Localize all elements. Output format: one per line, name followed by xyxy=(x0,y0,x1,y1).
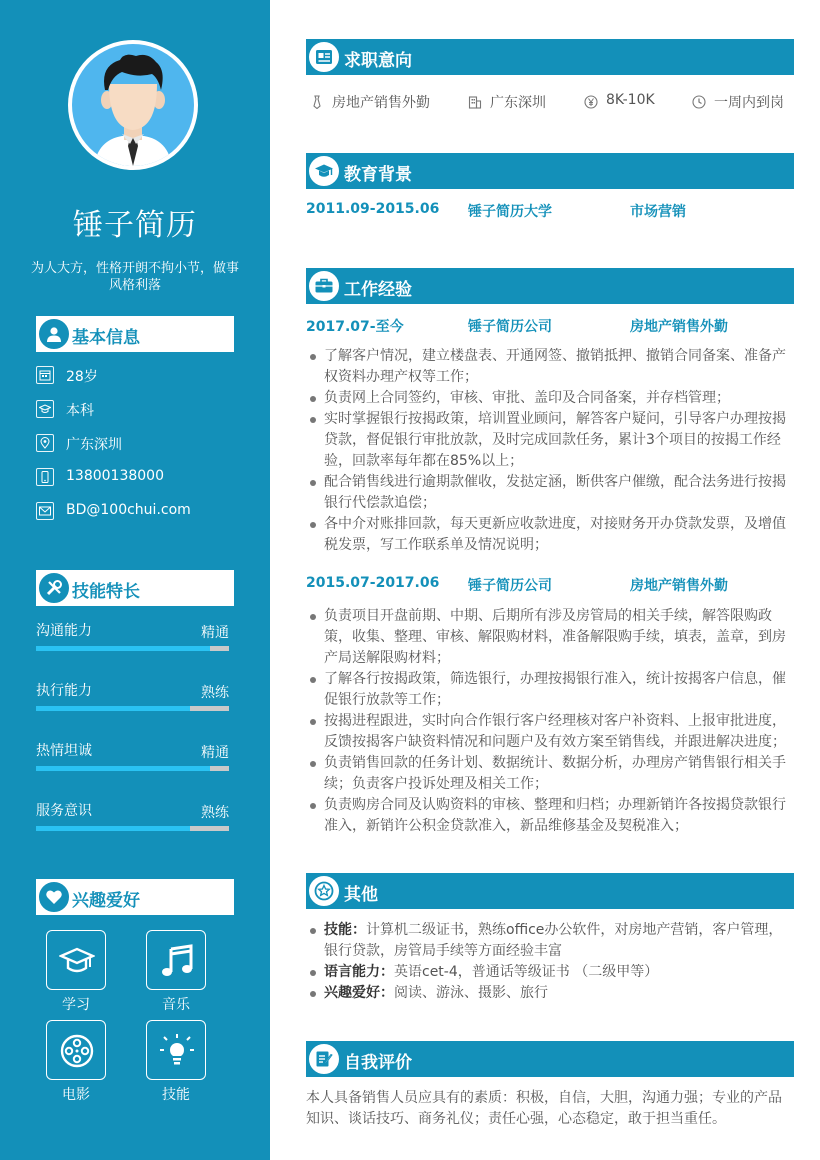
skills-header xyxy=(36,570,234,606)
skill-bar-fill xyxy=(36,706,190,711)
id-card-icon xyxy=(306,39,342,75)
education-period: 2011.09-2015.06 xyxy=(306,201,440,217)
job-2-duties xyxy=(306,606,790,837)
list-item: 了解各行按揭政策，筛选银行，办理按揭银行准入，统计按揭客户信息，催促银行放款等工作； xyxy=(306,669,790,711)
list-item: 按揭进程跟进，实时向合作银行客户经理核对客户补资料、上报审批进度，反馈按揭客户缺资料情况和问题户及有效方案至销售线，并跟进解决进度； xyxy=(306,711,790,753)
basic-info-title: 基本信息 xyxy=(72,328,140,348)
calendar-icon xyxy=(36,366,54,384)
hobby-movie: 电影 xyxy=(46,1020,106,1100)
education-title: 教育背景 xyxy=(344,165,412,185)
list-item: 实时掌握银行按揭政策，培训置业顾问，解答客户疑问，引导客户办理按揭贷款，督促银行审批放款，及时完成回款任务，累计3个项目的按揭工作经验，回款率每年都在85%以上； xyxy=(306,409,790,472)
self-eval-text: 本人具备销售人员应具有的素质：积极，自信，大胆，沟通力强；专业的产品知识、谈话技巧、商务礼仪；责任心强，心态稳定，敢于担当重任。 xyxy=(306,1090,782,1127)
graduation-cap-icon xyxy=(46,930,106,990)
list-item: 负责网上合同签约，审核、审批、盖印及合同备案，并存档管理； xyxy=(306,388,790,409)
job-1-period: 2017.07-至今 xyxy=(306,319,404,335)
intent-title: 求职意向 xyxy=(344,51,412,71)
list-item: 负责购房合同及认购资料的审核、整理和归档；办理新销许各按揭贷款银行准入，新销许公积金贷款准入，新品维修基金及契税准入； xyxy=(306,795,790,837)
sidebar: 锤子简历 为人大方，性格开朗不拘小节，做事风格利落 基本信息 28岁 本科 广东深圳 13800138000 BD@100chui.com 技能特长 沟通能力 精通 执行能力 熟练 热情坦诚 精通 服务意识 熟练 兴趣爱好 学习 音乐 电影 技能 xyxy=(0,0,270,1160)
location-pin-icon xyxy=(36,434,54,452)
list-item: 各中介对账排回款，每天更新应收款进度，对接财务开办贷款发票，及增值税发票，写工作联系单及情况说明； xyxy=(306,514,790,556)
profile-motto: 为人大方，性格开朗不拘小节，做事风格利落 xyxy=(30,261,239,293)
education-row xyxy=(306,201,794,221)
other-list xyxy=(306,920,790,1004)
other-header xyxy=(306,873,794,909)
skill-bar-fill xyxy=(36,646,210,651)
education-major: 市场营销 xyxy=(630,204,686,220)
skills-title: 技能特长 xyxy=(72,582,140,602)
profile-name: 锤子简历 xyxy=(73,208,197,243)
skill-bar-fill xyxy=(36,826,190,831)
education-header xyxy=(306,153,794,189)
list-item: 负责项目开盘前期、中期、后期所有涉及房管局的相关手续，解答限购政策，收集、整理、审核、解限购材料，准备解限购手续，填表，盖章，到房产局送解限购材料； xyxy=(306,606,790,669)
music-note-icon xyxy=(146,930,206,990)
job-1-row xyxy=(306,316,794,336)
skill-bar xyxy=(36,646,229,651)
education-school: 锤子简历大学 xyxy=(468,204,552,220)
hobby-music: 音乐 xyxy=(146,930,206,1010)
skill-enthusiasm: 热情坦诚 精通 xyxy=(36,740,229,770)
skill-execution: 执行能力 熟练 xyxy=(36,680,229,710)
tools-icon xyxy=(36,570,72,606)
skill-bar-fill xyxy=(36,766,210,771)
list-item: 技能：计算机二级证书，熟练office办公软件，对房地产营销，客户管理，银行贷款，房管局手续等方面经验丰富 xyxy=(306,920,790,962)
list-item: 兴趣爱好：阅读、游泳、摄影、旅行 xyxy=(306,983,790,1004)
skill-bar xyxy=(36,706,229,711)
graduation-cap-icon xyxy=(306,153,342,189)
avatar xyxy=(68,40,198,170)
self-eval-header xyxy=(306,1041,794,1077)
job-1-position: 房地产销售外勤 xyxy=(630,319,728,335)
tie-icon xyxy=(310,95,324,109)
skill-communication: 沟通能力 精通 xyxy=(36,620,229,650)
yen-icon xyxy=(584,95,598,109)
job-2-position: 房地产销售外勤 xyxy=(630,578,728,594)
edit-note-icon xyxy=(306,1041,342,1077)
list-item: 负责销售回款的任务计划、数据统计、数据分析，办理房产销售银行相关手续；负责客户投诉处理及相关工作； xyxy=(306,753,790,795)
mail-icon xyxy=(36,502,54,520)
hobby-skill: 技能 xyxy=(146,1020,206,1100)
job-1-company: 锤子简历公司 xyxy=(468,319,552,335)
list-item: 了解客户情况，建立楼盘表、开通网签、撤销抵押、撤销合同备案、准备产权资料办理产权等工作； xyxy=(306,346,790,388)
self-eval-title: 自我评价 xyxy=(344,1053,412,1073)
graduation-cap-icon xyxy=(36,400,54,418)
main-content: 求职意向 房地产销售外勤 广东深圳 8K-10K 一周内到岗 教育背景 2011.09-2015.06 锤子简历大学 市场营销 工作经验 2017.07-至今 锤子简历公司 房地产销售外勤 了解客户情况，建立楼盘表、开通网签、撤销抵押、撤销合同备案、准备产权资料办理产权等工作； 负责网上合同签约，审核、审批、盖印及合同备案，并存档管理； 实时掌握银行按揭政策，培训置业顾问，解答客户疑问，引导客户办理按揭贷款，督促银行审批放款，及时完成回款任务，累计3个项目的按揭工作经验，回款率每年都在85%以上； 配合销售线进行逾期款催收，发挞定涵，断供客户催缴，配合法务进行按揭银行代偿款追偿； 各中介对账排回款，每天更新应收款进度，对接财务开办贷款发票，及增值税发票，写工作联系单及情况说明； 2015.07-2017.06 锤子简历公司 房地产销售外勤 负责项目开盘前期、中期、后期所有涉及房管局的相关手续，解答限购政策，收集、整理、审核、解限购材料，准备解限购手续，填表，盖章，到房产局送解限购材料； 了解各行按揭政策，筛选银行，办理按揭银行准入，统计按揭客户信息，催促银行放款等工作； 按揭进程跟进，实时向合作银行客户经理核对客户补资料、上报审批进度，反馈按揭客户缺资料情况和问题户及有效方案至销售线，并跟进解决进度； 负责销售回款的任务计划、数据统计、数据分析，办理房产销售银行相关手续；负责客户投诉处理及相关工作； 负责购房合同及认购资料的审核、整理和归档；办理新销许各按揭贷款银行准入，新销许公积金贷款准入，新品维修基金及契税准入； 其他 技能：计算机二级证书，熟练office办公软件，对房地产营销，客户管理，银行贷款，房管局手续等方面经验丰富 语言能力：英语cet-4，普通话等级证书 （二级甲等） 兴趣爱好：阅读、游泳、摄影、旅行 自我评价 本人具备销售人员应具有的素质：积极，自信，大胆，沟通力强；专业的产品知识、谈话技巧、商务礼仪；责任心强，心态稳定，敢于担当重任。 xyxy=(270,0,820,1160)
work-title: 工作经验 xyxy=(344,280,412,300)
clock-icon xyxy=(692,95,706,109)
list-item: 配合销售线进行逾期款催收，发挞定涵，断供客户催缴，配合法务进行按揭银行代偿款追偿； xyxy=(306,472,790,514)
hobby-study: 学习 xyxy=(46,930,106,1010)
hobbies-title: 兴趣爱好 xyxy=(72,891,140,911)
list-item: 语言能力：英语cet-4，普通话等级证书 （二级甲等） xyxy=(306,962,790,983)
skill-bar xyxy=(36,826,229,831)
person-icon xyxy=(36,316,72,352)
job-2-row xyxy=(306,575,794,595)
work-header xyxy=(306,268,794,304)
job-2-company: 锤子简历公司 xyxy=(468,578,552,594)
building-icon xyxy=(468,95,482,109)
other-title: 其他 xyxy=(344,885,378,905)
briefcase-icon xyxy=(306,268,342,304)
intent-header xyxy=(306,39,794,75)
basic-info-header xyxy=(36,316,234,352)
film-reel-icon xyxy=(46,1020,106,1080)
heart-icon xyxy=(36,879,72,915)
job-1-duties xyxy=(306,346,790,556)
lightbulb-icon xyxy=(146,1020,206,1080)
avatar-illustration xyxy=(72,44,194,166)
skill-service: 服务意识 熟练 xyxy=(36,800,229,830)
job-2-period: 2015.07-2017.06 xyxy=(306,575,440,591)
phone-icon xyxy=(36,468,54,486)
skill-bar xyxy=(36,766,229,771)
hobbies-header xyxy=(36,879,234,915)
star-icon xyxy=(306,873,342,909)
